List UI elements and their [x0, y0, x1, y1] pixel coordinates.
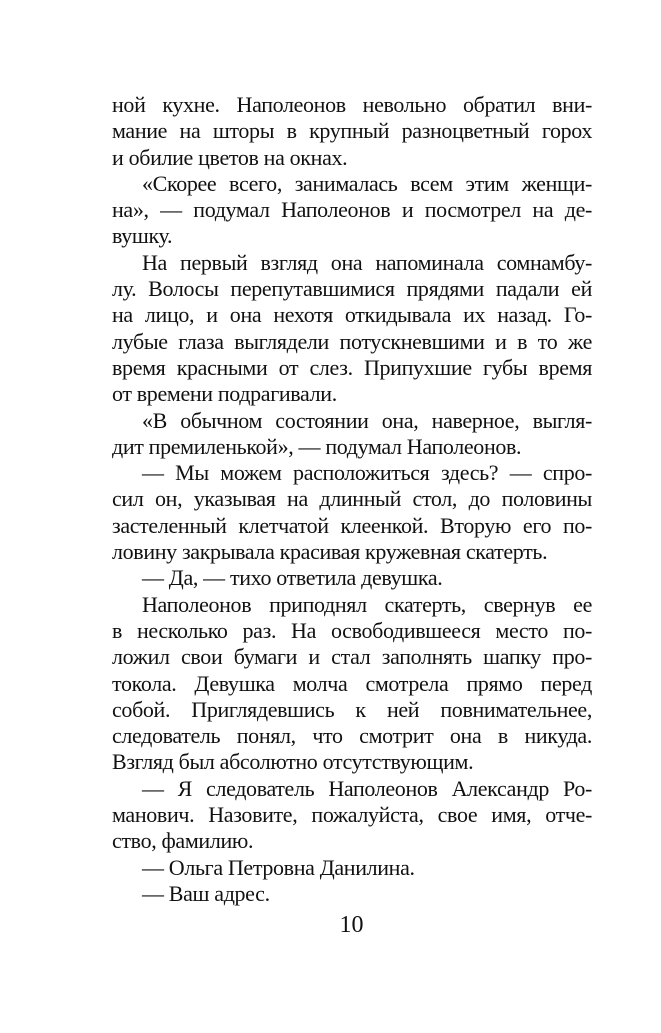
text-line: ложил свои бумаги и стал заполнять шапку про-: [112, 644, 592, 670]
text-line: Взгляд был абсолютно отсутствующим.: [112, 749, 474, 775]
text-line: На первый взгляд она напоминала сомнамбу-: [142, 249, 592, 275]
text-line: — Мы можем расположиться здесь? — спро-: [142, 460, 592, 486]
text-line: вушку.: [112, 223, 173, 249]
text-line: ловину закрывала красивая кружевная скатерть.: [112, 539, 548, 565]
text-line: собой. Приглядевшись к ней повнимательнее,: [112, 696, 592, 722]
text-line: — Ольга Петровна Данилина.: [142, 854, 415, 880]
text-line: — Да, — тихо ответила девушка.: [142, 565, 443, 591]
text-line: на», — подумал Наполеонов и посмотрел на де-: [112, 197, 592, 223]
text-line: «Скорее всего, занималась всем этим женщи-: [142, 170, 592, 196]
text-line: лубые глаза выглядели потускневшими и в то же: [112, 328, 592, 354]
text-line: сил он, указывая на длинный стол, до половины: [112, 486, 592, 512]
text-line: — Я следователь Наполеонов Александр Ро-: [142, 775, 592, 801]
text-line: застеленный клетчатой клеенкой. Вторую его по-: [112, 512, 592, 538]
text-line: манович. Назовите, пожалуйста, свое имя, отче-: [112, 802, 592, 828]
text-line: мание на шторы в крупный разноцветный горох: [112, 118, 592, 144]
text-line: ной кухне. Наполеонов невольно обратил вни-: [112, 92, 592, 117]
text-line: в несколько раз. На освободившееся место по-: [112, 617, 592, 643]
text-line: дит премиленькой», — подумал Наполеонов.: [112, 433, 522, 459]
text-line: — Ваш адрес.: [142, 880, 270, 906]
text-line: «В обычном состоянии она, наверное, выгля-: [142, 407, 592, 433]
text-line: от времени подрагивали.: [112, 381, 337, 407]
body-text: [112, 92, 592, 907]
text-line: на лицо, и она нехотя откидывала их назад. Го-: [112, 302, 592, 328]
text-line: лу. Волосы перепутавшимися прядями падали ей: [112, 276, 592, 302]
page-number: 10: [339, 912, 364, 938]
text-line: Наполеонов приподнял скатерть, свернув ее: [142, 591, 592, 617]
text-line: и обилие цветов на окнах.: [112, 144, 348, 170]
text-line: ство, фамилию.: [112, 828, 254, 854]
text-line: следователь понял, что смотрит она в никуда.: [112, 723, 592, 749]
text-line: токола. Девушка молча смотрела прямо перед: [112, 670, 592, 696]
text-line: время красными от слез. Припухшие губы время: [112, 354, 592, 380]
